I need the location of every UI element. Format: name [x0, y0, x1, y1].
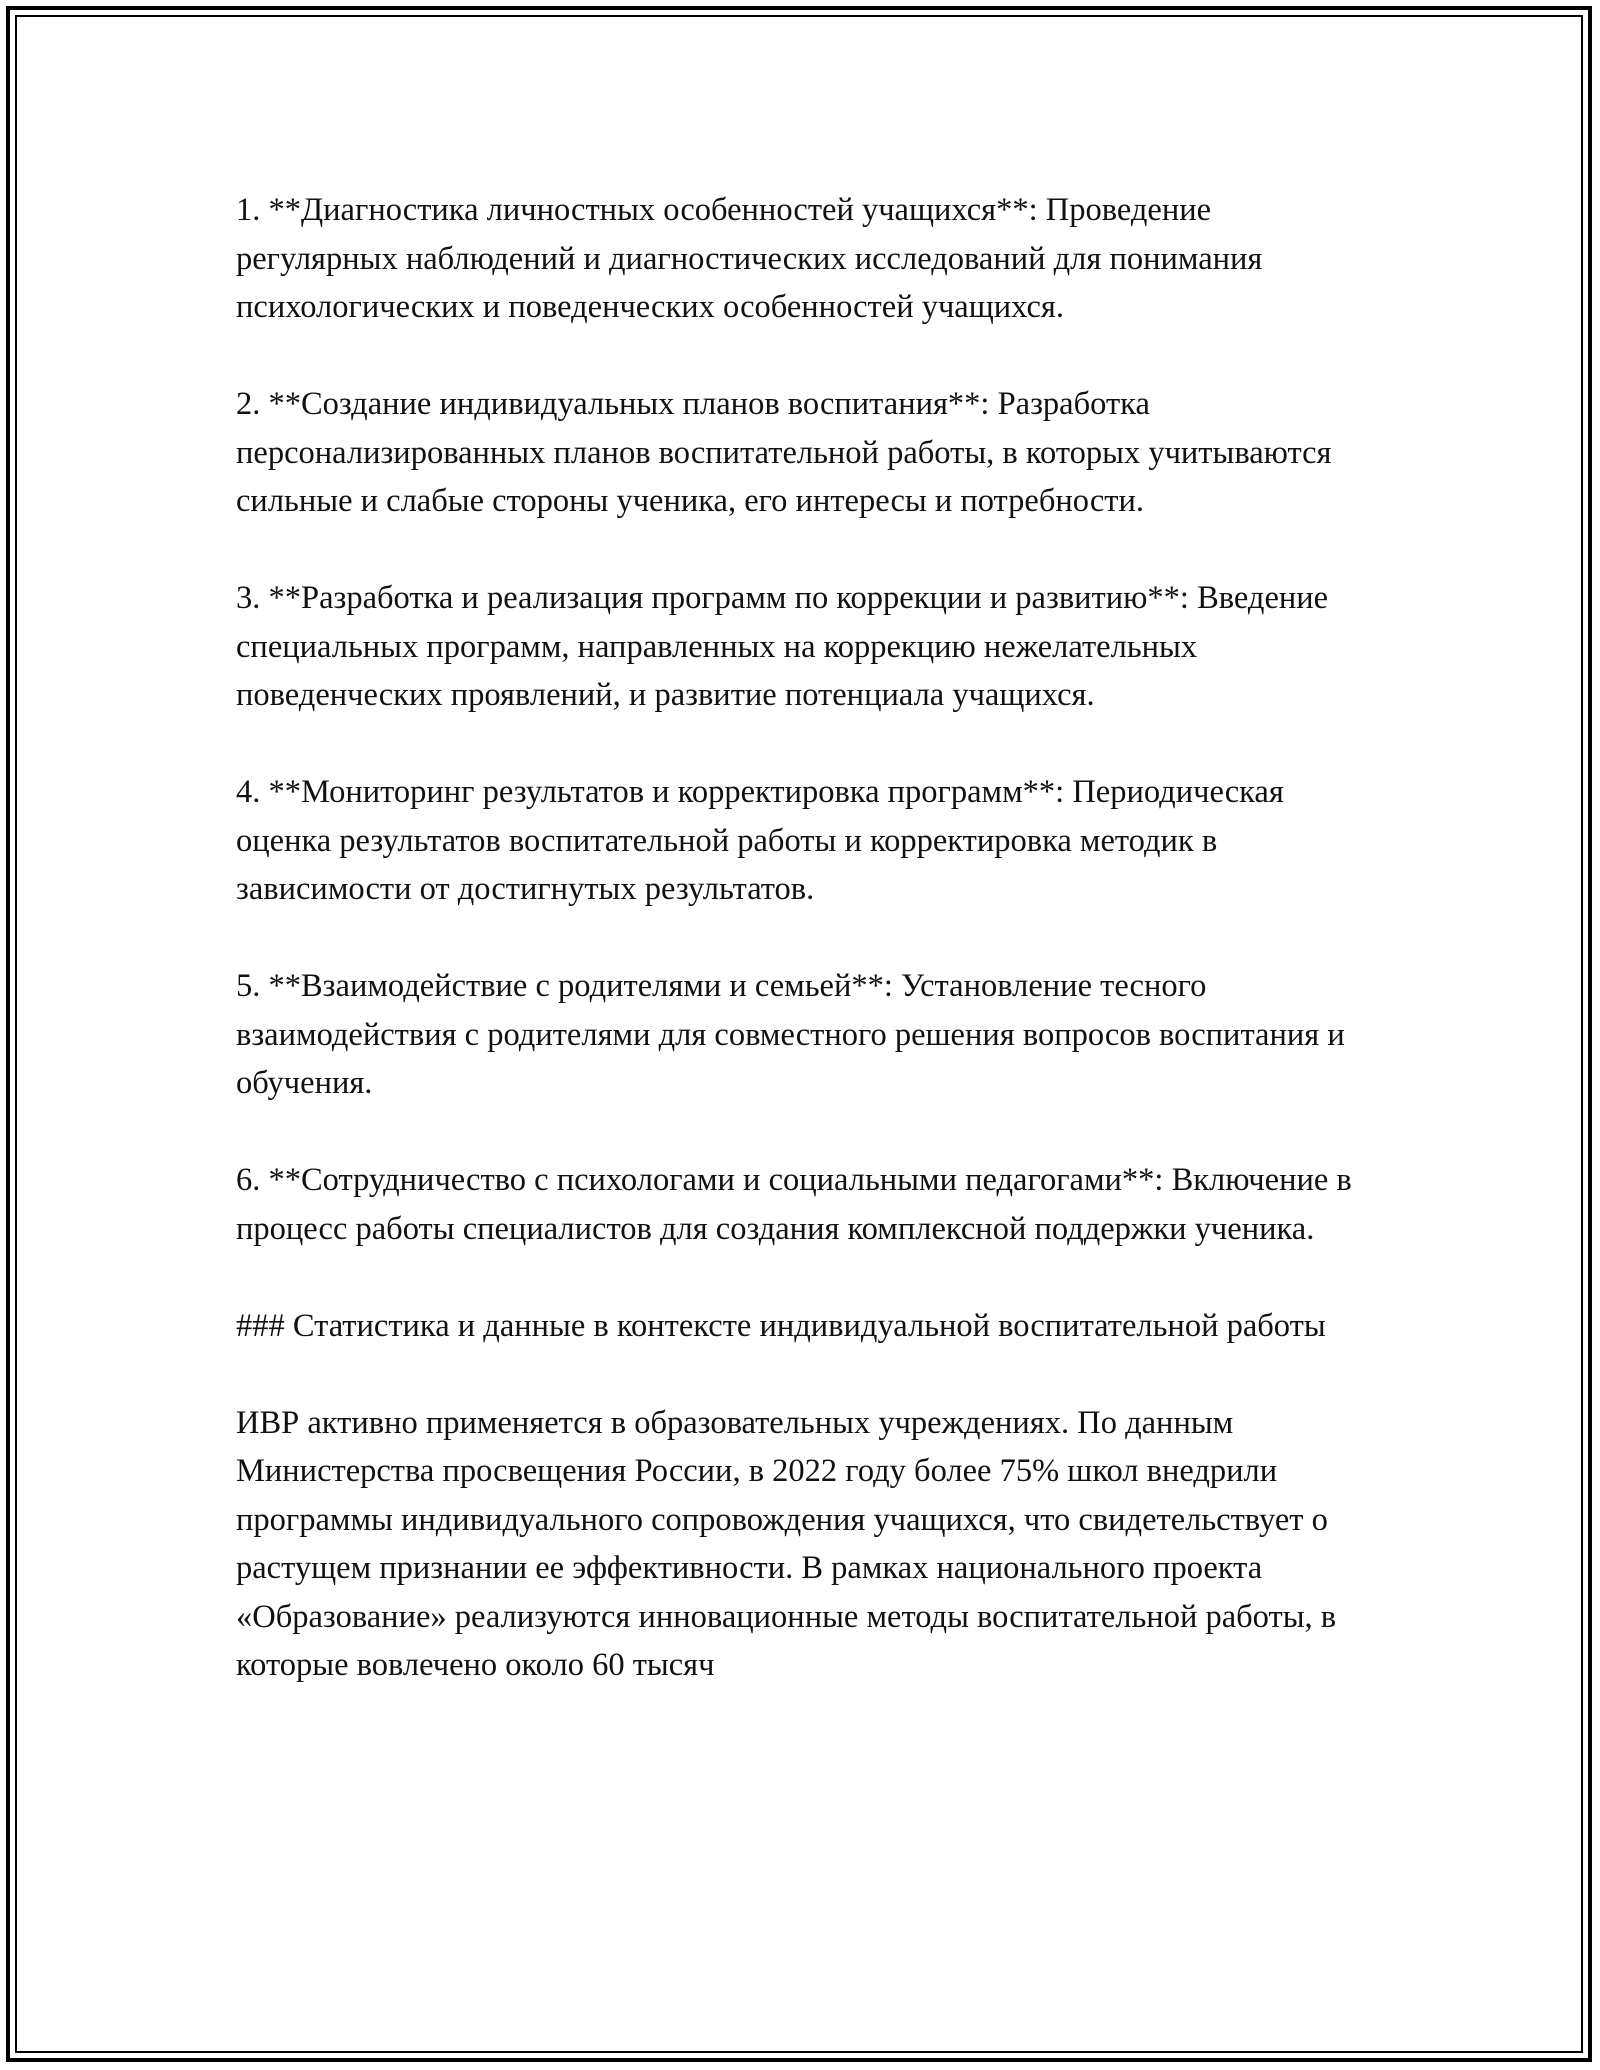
list-item-monitoring: 4. **Мониторинг результатов и корректировка программ**: Периодическая оценка результатов воспитательной работы и корректировка методик в зависимости от достигнутых результатов.	[236, 774, 1284, 907]
statistics-paragraph: ИВР активно применяется в образовательных учреждениях. По данным Министерства просвещения России, в 2022 году более 75% школ внедрили программы индивидуального сопровождения учащихся, что свидетельствует о растущем признании ее эффективности. В рамках национального проекта «Образование» реализуются инновационные методы воспитательной работы, в которые вовлечено около 60 тысяч	[236, 1404, 1337, 1683]
document-body	[236, 186, 1376, 1690]
list-item-correction-programs: 3. **Разработка и реализация программ по коррекции и развитию**: Введение специальных программ, направленных на коррекцию нежелательных поведенческих проявлений, и развитие потенциала учащихся.	[236, 580, 1329, 713]
list-item-parents-interaction: 5. **Взаимодействие с родителями и семьей**: Установление тесного взаимодействия с родителями для совместного решения вопросов воспитания и обучения.	[236, 968, 1345, 1101]
list-item-individual-plans: 2. **Создание индивидуальных планов воспитания**: Разработка персонализированных планов воспитательной работы, в которых учитываются сильные и слабые стороны ученика, его интересы и потребности.	[236, 386, 1332, 519]
section-heading-statistics: ### Статистика и данные в контексте индивидуальной воспитательной работы	[236, 1307, 1326, 1344]
list-item-psychologists-cooperation: 6. **Сотрудничество с психологами и социальными педагогами**: Включение в процесс работы специалистов для создания комплексной поддержки ученика.	[236, 1162, 1352, 1247]
list-item-diagnostics: 1. **Диагностика личностных особенностей учащихся**: Проведение регулярных наблюдений и диагностических исследований для понимания психологических и поведенческих особенностей учащихся.	[236, 192, 1263, 325]
